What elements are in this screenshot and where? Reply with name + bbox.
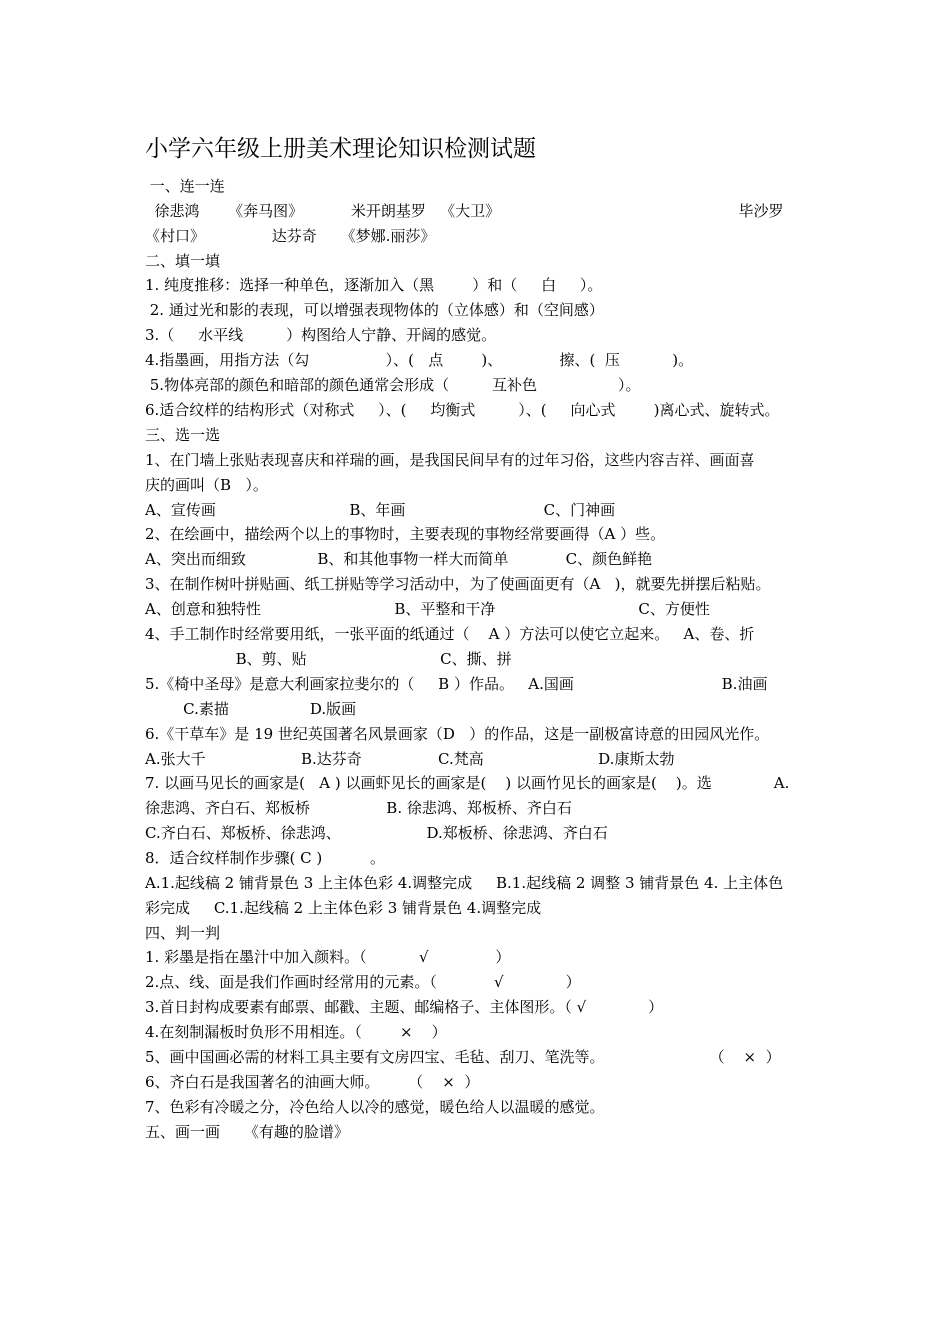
text-line: 2、在绘画中，描绘两个以上的事物时，主要表现的事物经常要画得（A ）些。 (145, 525, 666, 543)
text-line: 8．适合纹样制作步骤( C ) 。 (145, 849, 385, 867)
section-heading: 三、选一选 (145, 426, 221, 444)
text-line: 7、色彩有冷暖之分，冷色给人以冷的感觉，暖色给人以温暖的感觉。 (145, 1098, 605, 1116)
section-heading: 一、连一连 (145, 177, 225, 195)
section-heading: 四、判一判 (145, 924, 221, 942)
text-line: 彩完成 C.1.起线稿 2 上主体色彩 3 铺背景色 4.调整完成 (145, 899, 542, 917)
text-line: 3、在制作树叶拼贴画、纸工拼贴等学习活动中，为了使画面更有（A )，就要先拼摆后粘贴。 (145, 575, 771, 593)
text-line: 7. 以画马见长的画家是( A ) 以画虾见长的画家是( ) 以画竹见长的画家是( )。选 A. (145, 774, 790, 792)
text-line: 4.指墨画，用指方法（勾 ）、( 点 )、 擦、( 压 )。 (145, 351, 694, 369)
text-line: 6、齐白石是我国著名的油画大师。 （ × ） (145, 1073, 480, 1091)
text-line: 3.（ 水平线 ）构图给人宁静、开阔的感觉。 (145, 326, 497, 344)
text-line: C.齐白石、郑板桥、徐悲鸿、 D.郑板桥、徐悲鸿、齐白石 (145, 824, 608, 842)
text-line: 5.《椅中圣母》是意大利画家拉斐尔的（ B ）作品。 A.国画 B.油画 (145, 675, 768, 693)
text-line: 6.《干草车》是 19 世纪英国著名风景画家（D ）的作品，这是一副极富诗意的田园风光作。 (145, 725, 770, 743)
text-line: 庆的画叫（B ）。 (145, 476, 268, 494)
text-line: A、创意和独特性 B、平整和干净 C、方便性 (145, 600, 710, 618)
text-line: B、剪、贴 C、撕、拼 (145, 650, 512, 668)
text-line: A、突出而细致 B、和其他事物一样大而简单 C、颜色鲜艳 (145, 550, 653, 568)
text-line: 4、手工制作时经常要用纸，一张平面的纸通过（ A ）方法可以使它立起来。 A、卷、折 (145, 625, 755, 643)
text-line: 徐悲鸿 《奔马图》 米开朗基罗 《大卫》 毕沙罗 (145, 202, 784, 220)
document-title: 小学六年级上册美术理论知识检测试题 (145, 136, 536, 162)
text-line: 1. 纯度推移：选择一种单色，逐渐加入（黑 ）和（ 白 ）。 (145, 276, 603, 294)
section-heading: 五、画一画 《有趣的脸谱》 (145, 1123, 349, 1141)
text-line: 5.物体亮部的颜色和暗部的颜色通常会形成（ 互补色 ）。 (145, 376, 641, 394)
text-line: 3.首日封构成要素有邮票、邮戳、主题、邮编格子、主体图形。（ √ ） (145, 998, 664, 1016)
text-line: C.素描 D.版画 (145, 700, 357, 718)
text-line: 1、在门墙上张贴表现喜庆和祥瑞的画，是我国民间早有的过年习俗，这些内容吉祥、画面喜 (145, 451, 755, 469)
text-line: A、宣传画 B、年画 C、门神画 (145, 501, 616, 519)
text-line: 徐悲鸿、齐白石、郑板桥 B. 徐悲鸿、郑板桥、齐白石 (145, 799, 572, 817)
section-heading: 二、填一填 (145, 252, 221, 270)
text-line: 6.适合纹样的结构形式（对称式 ）、( 均衡式 ）、( 向心式 )离心式、旋转式。 (145, 401, 780, 419)
text-line: 《村口》 达芬奇 《梦娜.丽莎》 (145, 227, 436, 245)
text-line: 1. 彩墨是指在墨汁中加入颜料。（ √ ） (145, 948, 511, 966)
text-line: A.1.起线稿 2 铺背景色 3 上主体色彩 4.调整完成 B.1.起线稿 2 调整 3 铺背景色 4. 上主体色 (145, 874, 784, 892)
text-line: 2. 通过光和影的表现，可以增强表现物体的（立体感）和（空间感） (145, 301, 604, 319)
text-line: 2.点、线、面是我们作画时经常用的元素。（ √ ） (145, 973, 581, 991)
text-line: 5、画中国画必需的材料工具主要有文房四宝、毛毡、刮刀、笔洗等。 （ × ） (145, 1048, 781, 1066)
text-line: 4.在刻制漏板时负形不用相连。（ × ） (145, 1023, 447, 1041)
text-line: A.张大千 B.达芬奇 C.梵高 D.康斯太勃 (145, 750, 675, 768)
